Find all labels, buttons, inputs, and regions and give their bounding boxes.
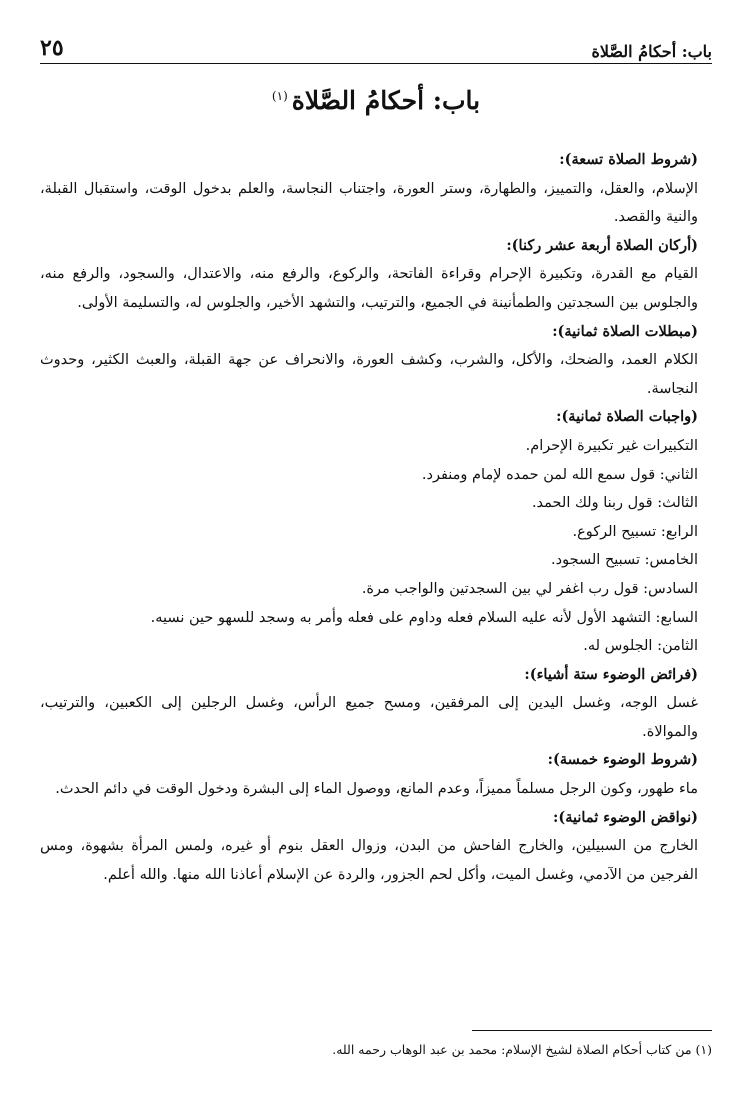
text-line: واستقبال القبلة، والنية والقصد. — [40, 180, 698, 226]
list-item: السادس: قول رب اغفر لي بين السجدتين والواجب مرة. — [361, 580, 698, 597]
text-line: الكثير، وحدوث النجاسة. — [40, 352, 698, 397]
footnote-reference: (١) — [271, 88, 288, 103]
paragraph-prayer-invalidators — [40, 346, 712, 403]
page-number: ٢٥ — [40, 35, 64, 61]
text-line: الخارج من السبيلين، والخارج الفاحش من البدن، وزوال العقل بنوم أو غيره، ولمس المرأة بشهوة، — [80, 838, 699, 855]
text-line: ماء طهور، وكون الرجل مسلماً مميزاً، وعدم المانع، ووصول الماء إلى البشرة ودخول الوقت في — [132, 781, 698, 798]
text-line: الكلام العمد، والضحك، والأكل، والشرب، وكشف العورة، والانحراف عن جهة القبلة، والعبث — [135, 352, 698, 369]
running-title: باب: أحكامُ الصَّلاة — [591, 42, 712, 61]
list-item: السابع: التشهد الأول لأنه عليه السلام فعله وداوم على فعله وأمر به وسجد للسهو حين نسيه. — [150, 609, 698, 626]
list-item: الثاني: قول سمع الله لمن حمده لإمام ومنفرد. — [421, 466, 698, 483]
paragraph-prayer-conditions — [40, 175, 712, 232]
list-item: الرابع: تسبيح الركوع. — [572, 523, 698, 540]
section-heading-prayer-pillars: (أركان الصلاة أربعة عشر ركنا): — [506, 236, 698, 254]
text-line: دائم الحدث. — [55, 781, 128, 798]
footnote-divider — [472, 1030, 712, 1031]
text-line: والتسليمة الأولى. — [77, 294, 181, 311]
page-body — [40, 146, 712, 889]
paragraph-wudu-conditions — [40, 775, 712, 804]
list-prayer-obligations — [40, 432, 712, 661]
text-line: والرفع منه، والجلوس بين السجدتين والطمأنينة في الجميع، والترتيب، والتشهد الأخير، والجلوس له، — [40, 266, 698, 311]
text-line: والترتيب، والموالاة. — [40, 695, 698, 740]
list-item: الثامن: الجلوس له. — [583, 638, 698, 655]
text-line: أعلم. — [103, 866, 135, 883]
list-item: الثالث: قول ربنا ولك الحمد. — [531, 495, 698, 512]
text-line: القيام مع القدرة، وتكبيرة الإحرام وقراءة الفاتحة، والركوع، والرفع منه، والاعتدال، والسجود، — [118, 266, 698, 283]
text-line: الإسلام، والعقل، والتمييز، والطهارة، وستر العورة، واجتناب النجاسة، والعلم بدخول الوقت، — [144, 180, 698, 197]
footnote: (١) من كتاب أحكام الصلاة لشيخ الإسلام: محمد بن عبد الوهاب رحمه الله. — [332, 1042, 712, 1057]
chapter-title-text: باب: أحكامُ الصَّلاة — [291, 86, 481, 115]
text-line: ومس الفرجين من الآدمي، وغسل الميت، وأكل لحم الجزور، والردة عن الإسلام أعاذنا الله منها. والله — [40, 838, 698, 883]
list-item: الخامس: تسبيح السجود. — [551, 552, 698, 569]
section-heading-prayer-obligations: (واجبات الصلاة ثمانية): — [556, 408, 698, 426]
list-item: التكبيرات غير تكبيرة الإحرام. — [525, 437, 698, 454]
text-line: غسل الوجه، وغسل اليدين إلى المرفقين، ومسح جميع الرأس، وغسل الرجلين إلى الكعبين، — [104, 695, 699, 712]
paragraph-prayer-pillars — [40, 260, 712, 317]
section-heading-wudu-conditions: (شروط الوضوء خمسة): — [547, 751, 698, 769]
section-heading-wudu-obligations: (فرائض الوضوء ستة أشياء): — [524, 665, 698, 683]
running-header — [40, 30, 712, 64]
paragraph-wudu-obligations — [40, 689, 712, 746]
section-heading-wudu-nullifiers: (نواقض الوضوء ثمانية): — [553, 808, 698, 826]
paragraph-wudu-nullifiers — [40, 832, 712, 889]
chapter-title — [40, 86, 712, 115]
section-heading-prayer-invalidators: (مبطلات الصلاة ثمانية): — [552, 322, 698, 340]
section-heading-prayer-conditions: (شروط الصلاة تسعة): — [559, 151, 698, 168]
